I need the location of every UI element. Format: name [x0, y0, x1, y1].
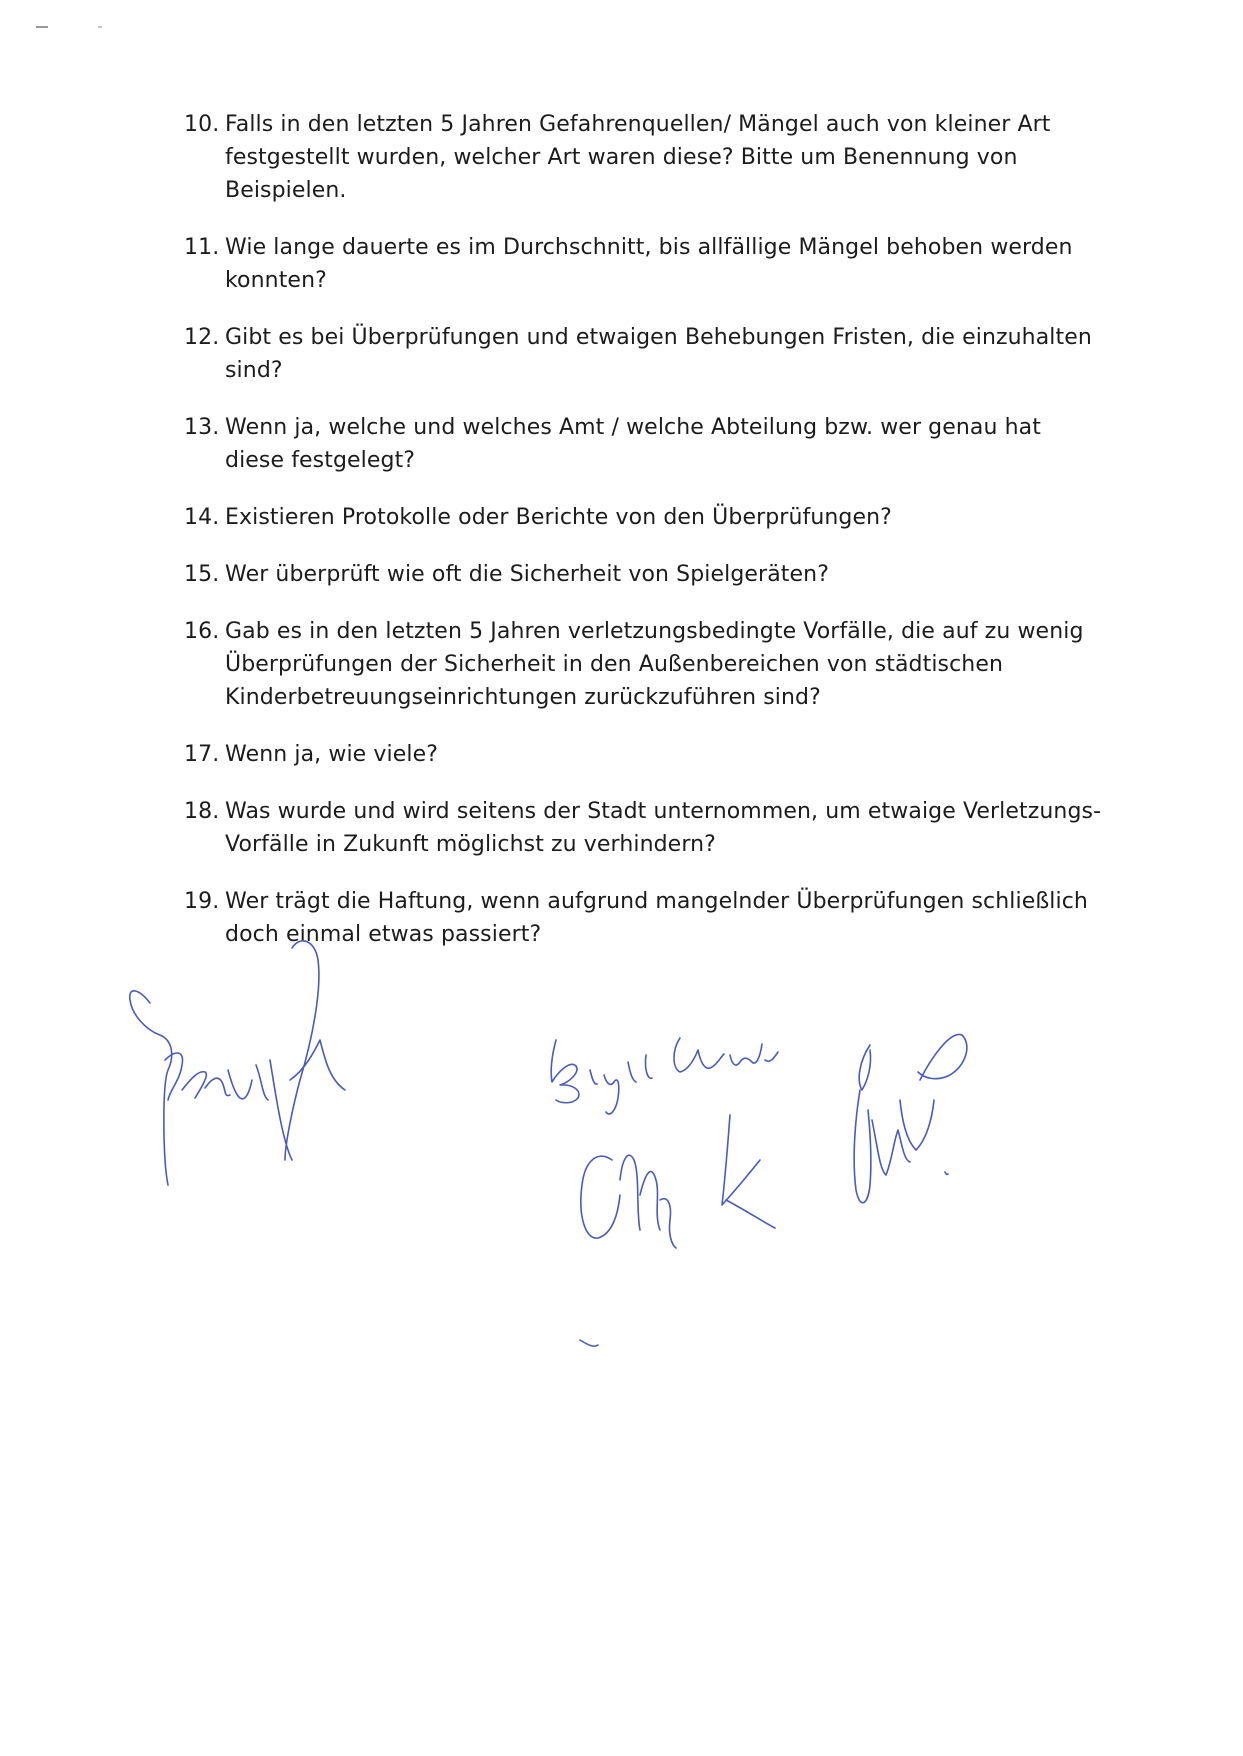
question-text: Wenn ja, wie viele? [225, 742, 438, 767]
question-item-17 [184, 738, 1104, 771]
signature-3 [580, 1115, 775, 1346]
question-text: Wer überprüft wie oft die Sicherheit von Spielgeräten? [225, 562, 829, 587]
question-text: Existieren Protokolle oder Berichte von den Überprüfungen? [225, 505, 892, 530]
question-number: 15. [184, 562, 220, 587]
scan-artifact [36, 26, 48, 28]
question-text: Wie lange dauerte es im Durchschnitt, bis allfällige Mängel behoben werden konnten? [225, 235, 1073, 293]
question-text: Gibt es bei Überprüfungen und etwaigen Behebungen Fristen, die einzuhalten sind? [225, 325, 1092, 383]
question-item-13 [184, 411, 1104, 477]
question-number: 14. [184, 505, 220, 530]
question-item-16 [184, 615, 1104, 714]
signature-2 [551, 1038, 778, 1114]
question-text: Wer trägt die Haftung, wenn aufgrund mangelnder Überprüfungen schließlich doch einmal etwas passiert? [225, 889, 1088, 947]
question-item-15 [184, 558, 1104, 591]
question-text: Wenn ja, welche und welches Amt / welche Abteilung bzw. wer genau hat diese festgelegt? [225, 415, 1041, 473]
question-number: 18. [184, 799, 220, 824]
question-list [184, 108, 1104, 975]
signature-1 [130, 941, 345, 1185]
question-number: 12. [184, 325, 220, 350]
question-number: 11. [184, 235, 220, 260]
question-number: 19. [184, 889, 220, 914]
question-number: 17. [184, 742, 220, 767]
question-text: Falls in den letzten 5 Jahren Gefahrenquellen/ Mängel auch von kleiner Art festgestellt wurden, welcher Art waren diese? Bitte um Benennung von Beispielen. [225, 112, 1051, 203]
signature-4 [854, 1034, 967, 1202]
question-item-11 [184, 231, 1104, 297]
question-text: Gab es in den letzten 5 Jahren verletzungsbedingte Vorfälle, die auf zu wenig Überprüfungen der Sicherheit in den Außenbereichen von städtischen Kinderbetreuungseinrichtungen zurückzuführen sind? [225, 619, 1084, 710]
question-item-19 [184, 885, 1104, 951]
question-item-18 [184, 795, 1104, 861]
question-item-12 [184, 321, 1104, 387]
question-item-14 [184, 501, 1104, 534]
question-item-10 [184, 108, 1104, 207]
scan-artifact [98, 26, 102, 28]
question-number: 16. [184, 619, 220, 644]
question-text: Was wurde und wird seitens der Stadt unternommen, um etwaige Verletzungs-Vorfälle in Zukunft möglichst zu verhindern? [225, 799, 1102, 857]
question-number: 13. [184, 415, 220, 440]
question-number: 10. [184, 112, 220, 137]
